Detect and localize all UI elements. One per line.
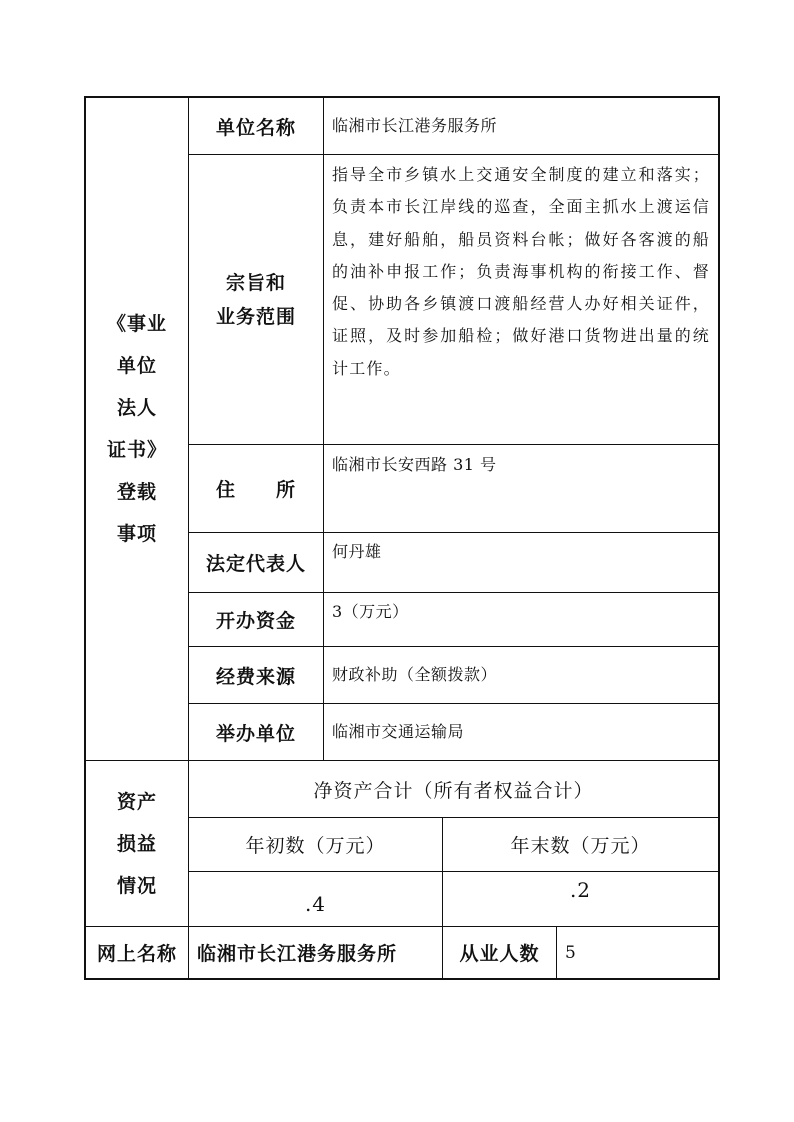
legal-rep-value: 何丹雄: [332, 542, 382, 561]
staff-count-value: 5: [565, 942, 577, 963]
purpose-scope-label-line-1: 宗旨和: [225, 271, 286, 294]
unit-name-label: 单位名称: [215, 116, 296, 139]
registration-label-line-2: 单位: [116, 355, 157, 377]
purpose-scope-label: [189, 155, 323, 444]
sponsor-unit-value: 临湘市交通运输局: [332, 722, 465, 741]
begin-year-header: 年初数（万元）: [245, 835, 386, 857]
assets-label-line-1: 资产: [116, 790, 157, 813]
unit-name-value: 临湘市长江港务服务所: [332, 116, 498, 135]
purpose-scope-label-line-2: 业务范围: [215, 305, 296, 328]
capital-value: 3（万元）: [332, 602, 409, 621]
online-name-value: 临湘市长江港务服务所: [197, 943, 398, 965]
registration-section-label: [86, 98, 188, 760]
end-year-header: 年末数（万元）: [510, 835, 651, 857]
registration-label-line-6: 事项: [116, 523, 157, 545]
address-value: 临湘市长安西路 31 号: [332, 455, 497, 474]
registration-label-line-3: 法人: [116, 397, 157, 419]
registration-table: [84, 96, 720, 980]
funding-source-label: 经费来源: [215, 665, 296, 688]
assets-label-line-2: 损益: [116, 832, 157, 855]
table-border-bottom: [84, 978, 720, 980]
legal-rep-label: 法定代表人: [205, 553, 306, 575]
sponsor-unit-label: 举办单位: [215, 722, 296, 745]
end-year-value: .2: [569, 878, 592, 902]
assets-section-label: [86, 761, 188, 926]
registration-label-line-1: 《事业: [106, 313, 167, 335]
online-name-label: 网上名称: [96, 943, 177, 965]
address-label: 住 所: [215, 479, 296, 501]
purpose-scope-value: 指导全市乡镇水上交通安全制度的建立和落实；负责本市长江岸线的巡查，全面主抓水上渡运信息，建好船舶，船员资料台帐；做好各客渡的船的油补申报工作；负责海事机构的衔接工作、督促、协助各乡镇渡口渡船经营人办好相关证件，证照，及时参加船检；做好港口货物进出量的统计工作。: [332, 165, 710, 378]
table-border-right: [718, 96, 720, 980]
registration-label-line-4: 证书》: [106, 439, 167, 461]
capital-label: 开办资金: [215, 610, 296, 632]
funding-source-value: 财政补助（全额拨款）: [332, 665, 498, 684]
registration-label-line-5: 登载: [116, 481, 157, 503]
assets-label-line-3: 情况: [116, 874, 157, 897]
staff-count-label: 从业人数: [459, 943, 540, 965]
net-assets-header: 净资产合计（所有者权益合计）: [313, 779, 594, 802]
begin-year-value: .4: [304, 892, 327, 916]
